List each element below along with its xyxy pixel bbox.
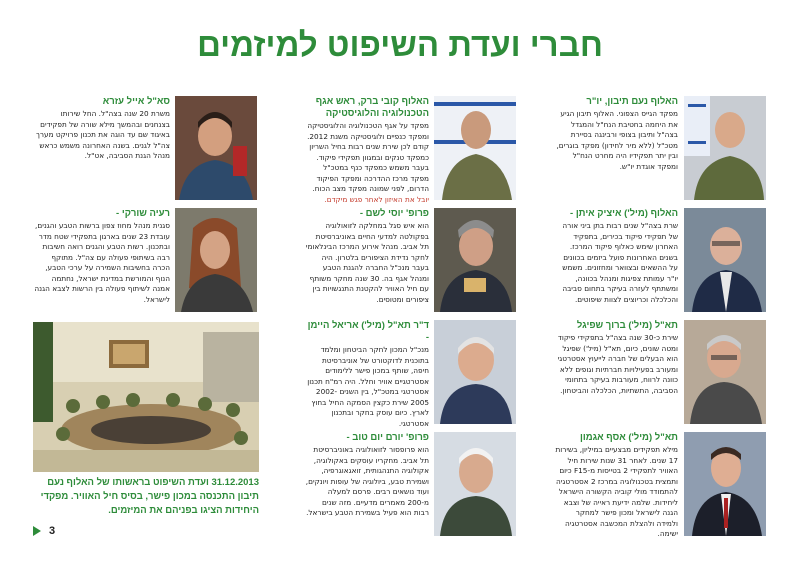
member-card (553, 320, 768, 426)
member-card (553, 432, 768, 538)
member-bio: מילא תפקידים מבצעיים במיליון, בשירות 17 שנים. לאחר 31 שנות שירות חיל האוויר לתפקידי 2 בטייסות מ-F15 כיום ותמצית בטכנולוגיה במרכז 2 אסטרטגיה להתמודד מולי קוביה הקשורה הישראל ליחידות. שלמה ידיעת ראייה של וצבא הגנה לישראל ומכון פישר למחקר ולמידה ולהצלת המכשבה אסטרטגיה ישימה. (555, 445, 678, 538)
arrow-icon (33, 526, 41, 536)
photo-caption: 31.12.2013 ועדת השיפוט בראשותו של האלוף נעם תיבון התכנסה במכון פישר, בסיס חיל האוויר. מפקדי היחידות הציגו בפניהם את המיזמים. (40, 477, 259, 516)
member-photo (434, 432, 516, 536)
member-bio: מפקד הגייס הצפוני. האלוף תיבון הגיע את היחמה בחטיבת הנח"ל והמגדל בצה"ל ותיבון בצופי ורבינגה בסיירת מטכ"ל (ללא מיר לחידון) מפקד בוגרים, ובין יתר תפקידיו היה מחרט הנח"ל ומפקד אוגדת יו"ש. (556, 109, 678, 171)
member-bio: משרת 20 שנה בצה"ל. החל שירותו בצנחנים ובהמשך מילא שורה של תפקידים באיגוד שם עד הוגה את תכנון פרויקט מערך צה"ל לגנים. בשנה האחרונה משמש כראש מנהל הגנת הסביבה, אט"ל. (35, 109, 170, 160)
member-bio: מנכ"ל המכון לחקר הביטחון ומלמד בתוכנית לדוקטורט של אוניברסיטת חיפה, שותף במכון פישר ללימודים אסטרטגיים אוויר וחלל. היה רמ"ח תכנון אסטרטגי במטכ"ל, בין השנים 2002-2005 שירת כקצין הסמקה החיל בחוץ לארץ. כיום עוסק בחקר ובתכנון אסטרטגי. (307, 345, 429, 428)
member-name: סא"ל אייל עזרא (102, 96, 170, 107)
member-card (553, 96, 768, 202)
page-footer (33, 525, 55, 537)
member-bio: הוא פרופסור לזואולוגיה באוניברסיטת תל אביב. מחקריו עוסקים באקולוגיה, אקולוגיה התנהגותית, זואגאוגרפיה, ושמירת טבע, ביולוגיה של עופות ויונקים, ועוד נושאים רבים. פרסם למעלה מ-200 מאמרים מדעיים. מזה שנים רבות הוא פעיל בשמירת הטבע בישראל. (305, 445, 429, 517)
member-name: תא"ל (מיל') אסף אגמון (579, 432, 678, 443)
member-name: האלוף נעם תיבון, יו"ר (586, 96, 678, 107)
meeting-photo (33, 322, 259, 472)
member-name: רעיה שורקי - (116, 208, 170, 219)
member-photo (684, 208, 766, 312)
page-number: 3 (49, 525, 56, 537)
member-note: יובל את האיזון לאחר פגש מיקדם. (324, 194, 429, 204)
member-name: תא"ל (מיל') ברוך שפיגל (576, 320, 678, 331)
member-photo (434, 320, 516, 424)
member-photo (684, 432, 766, 536)
member-name: פרופ' יוסי לשם - (359, 208, 429, 219)
member-card (305, 208, 518, 314)
member-name: האלוף (מיל') איציק איתן - (570, 208, 678, 219)
member-card (305, 320, 518, 426)
member-photo (175, 96, 257, 200)
member-name: פרופ' יורם יום טוב - (346, 432, 429, 443)
member-card (33, 96, 259, 202)
member-bio: מפקד על אגף הטכנולוגיה והלוגיסטיקה ומפקד כנפיים ולוגיסטיקה משנת 2012. קודם לכן שירת שנים רבות בחיל השריון כמפקד טנקים ובמגוון תפקידי פיקוד. בעבר משמש כמפקד כנף במטכ"ל מפקד מרכז ההדרכה ומפקד הפיקוד הדרום, לפני שמונה מפקד מצב הכוח. (307, 121, 429, 193)
member-bio: סגנית מנהל מחוז צפון ברשות הטבע והגנים, עובדת 23 שנים בארגון בתפקידי שטח מדר ובתכנון. רשות הטבע והגנים רואה חשיבות רבה בשיתופי פעולה עם צה"ל. מתוקף הכרה בחשיבות השמירה על ערכי הטבע, הנוף והמורשת במדינת ישראל, נחתמה אמנה לשיתוף פעולה בין הרשות לצבא הגנה לישראל. (34, 221, 170, 304)
member-bio: הוא איש סגל במחלקה לזואולוגיה בפקולטה למדעי החיים באוניברסיטת תל אביב. מנהל אירוע המרכז הבינלאומי לחקר נדידת הציפורים בלטרון. היה בעבר מנכ"ל החברה להגנת הטבע ומנהל אגף בה. 30 שנה מחקר משותף עם חיל האוויר להקטנת התנגשויות בין ציפורים ומטוסים. (305, 221, 429, 304)
member-bio: שירת כ-30 שנה בצה"ל בתפקידי פיקוד ומטה שונים, כיום, תא"ל (מיל') שפיגל הוא הבעלים של חברה לייעוץ אסטרטגי ומעורב בפעילויות חברתיות וגופים ללא כוונה לרווח, מעורבות בעיקר בתחומי הסביבה, התשתיות, הכלכלה והביטחון. (557, 333, 678, 395)
member-photo (684, 320, 766, 424)
member-card (305, 432, 518, 538)
member-name: האלוף קובי ברק, ראש אגף הטכנולוגיה והלוגיסטיקה (315, 96, 429, 119)
member-card (305, 96, 518, 202)
member-name: ד"ר תא"ל (מיל') אריאל היימן - (307, 320, 429, 343)
member-bio: שרת בצה"ל שנים רבות בתן ביני אורה של תפקידי פיקוד בכירים, בתפקיד האחרון שימש כאלוף פיקוד המרכז. בשנים האחרונות פועל ביזמים בכוונים על ההשאים ובצוואר ומחזונים. משמש יו"ר עמותת צפיגות ומנהל בכוונה, ומשתתף לעזרה בעיקר בתחום סביבה והכלכלה וכריוצים לצוות שיפוטים. (562, 221, 678, 304)
member-photo (434, 208, 516, 312)
member-card (553, 208, 768, 314)
page-title: חברי ועדת השיפוט למיזמים (197, 26, 603, 63)
member-photo (684, 96, 766, 200)
member-photo (434, 96, 516, 200)
member-photo (175, 208, 257, 312)
member-card (33, 208, 259, 314)
